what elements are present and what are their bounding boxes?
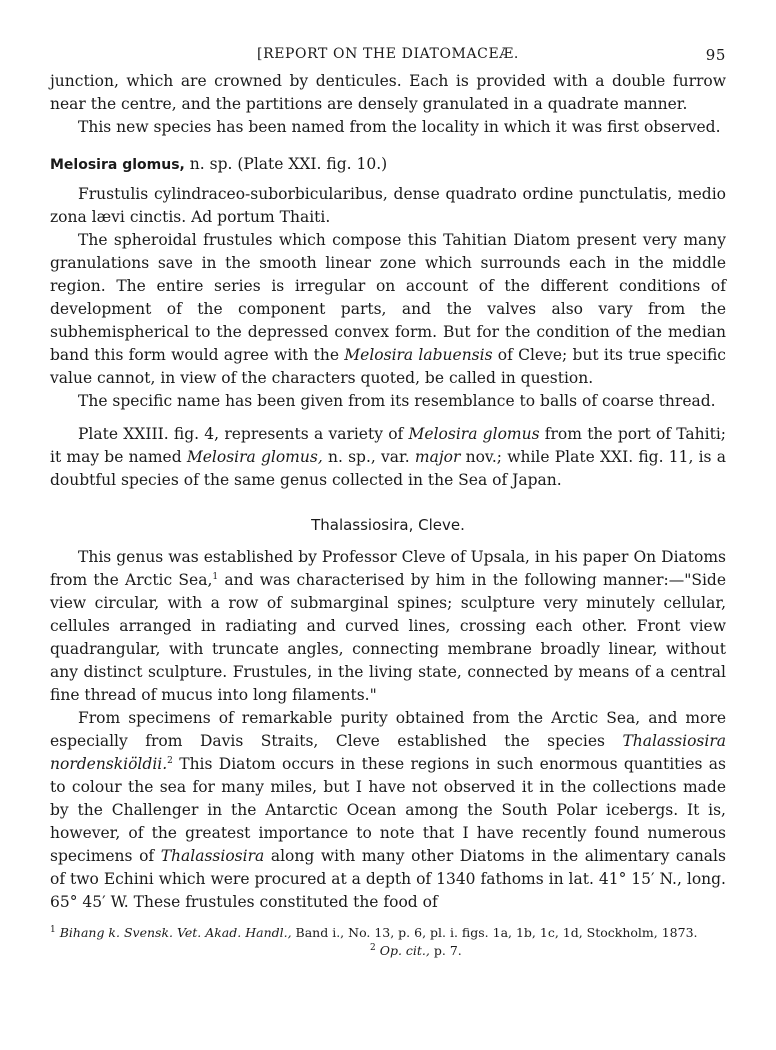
page-number: 95: [705, 46, 726, 64]
intro-paragraph: junction, which are crowned by denticules. Each is provided with a double furrow near the centre, and the partitions are densely granulated in a quadrate manner.: [50, 72, 726, 113]
melosira-heading: [50, 153, 726, 177]
melosira-description: The spheroidal frustules which compose this Tahitian Diatom present very many granulations save in the smooth linear zone which surrounds each in the middle region. The entire series is irregular on account of the different conditions of development of the component parts, and the valves also vary from the subhemispherical to the depressed convex form. But for the condition of the median band this form would agree with the Melosira labuensis of Cleve; but its true specific value cannot, in view of the characters quoted, be called in question.: [50, 231, 726, 387]
running-header: [50, 40, 726, 70]
specific-name-paragraph: The specific name has been given from its resemblance to balls of coarse thread.: [78, 392, 716, 410]
footnotes: [50, 924, 726, 960]
footnote-1: $^1$ Bihang k. Svensk. Vet. Akad. Handl., Band i., No. 13, p. 6, pl. i. figs. 1a, 1b, 1c, 1d, Stockholm, 1873.: [50, 924, 698, 940]
running-title: [REPORT ON THE DIATOMACEÆ.: [257, 46, 519, 62]
genus-paragraph-2: From specimens of remarkable purity obtained from the Arctic Sea, and more especially from Davis Straits, Cleve established the species Thalassiosira nordenskiöldii.$^2$ This Diatom occurs in these regions in such enormous quantities as to colour the sea for many miles, but I have not observed it in the collections made by the Challenger in the Antarctic Ocean among the South Polar icebergs. It is, however, of the greatest importance to note that I have recently found numerous specimens of Thalassiosira along with many other Diatoms in the alimentary canals of two Echini which were procured at a depth of 1340 fathoms in lat. 41° 15′ N., long. 65° 45′ W. These frustules constituted the food of: [50, 709, 726, 911]
species-suffix: n. sp. (Plate XXI. fig. 10.): [189, 155, 388, 173]
latin-diagnosis: Frustulis cylindraceo-suborbicularibus, dense quadrato ordine punctulatis, medio zona lævi cinctis. Ad portum Thaiti.: [50, 185, 726, 226]
footnote-2: $^2$ Op. cit., p. 7.: [370, 942, 462, 958]
genus-paragraph-1: This genus was established by Professor Cleve of Upsala, in his paper On Diatoms from the Arctic Sea,$^1$ and was characterised by him in the following manner:—"Side view circular, with a row of submarginal spines; sculpture very minutely cellular, cellules arranged in radiating and curved lines, crossing each other. Front view quadrangular, with truncate angles, connecting membrane broadly linear, without any distinct sculpture. Frustules, in the living state, connected by means of a central fine thread of mucus into long filaments.": [50, 548, 727, 704]
plate-variety-paragraph: Plate XXIII. fig. 4, represents a variety of Melosira glomus from the port of Tahiti; it may be named Melosira glomus, n. sp., var. major nov.; while Plate XXI. fig. 11, is a doubtful species of the same genus collected in the Sea of Japan.: [50, 425, 726, 489]
species-name: Melosira glomus,: [50, 157, 185, 173]
footnote-ref-2: 2: [167, 755, 173, 766]
footnote-ref-1: 1: [212, 571, 219, 582]
intro-paragraph-2: This new species has been named from the locality in which it was first observed.: [78, 118, 721, 136]
page: [50, 40, 726, 960]
genus-heading: Thalassiosira, Cleve.: [311, 516, 465, 534]
